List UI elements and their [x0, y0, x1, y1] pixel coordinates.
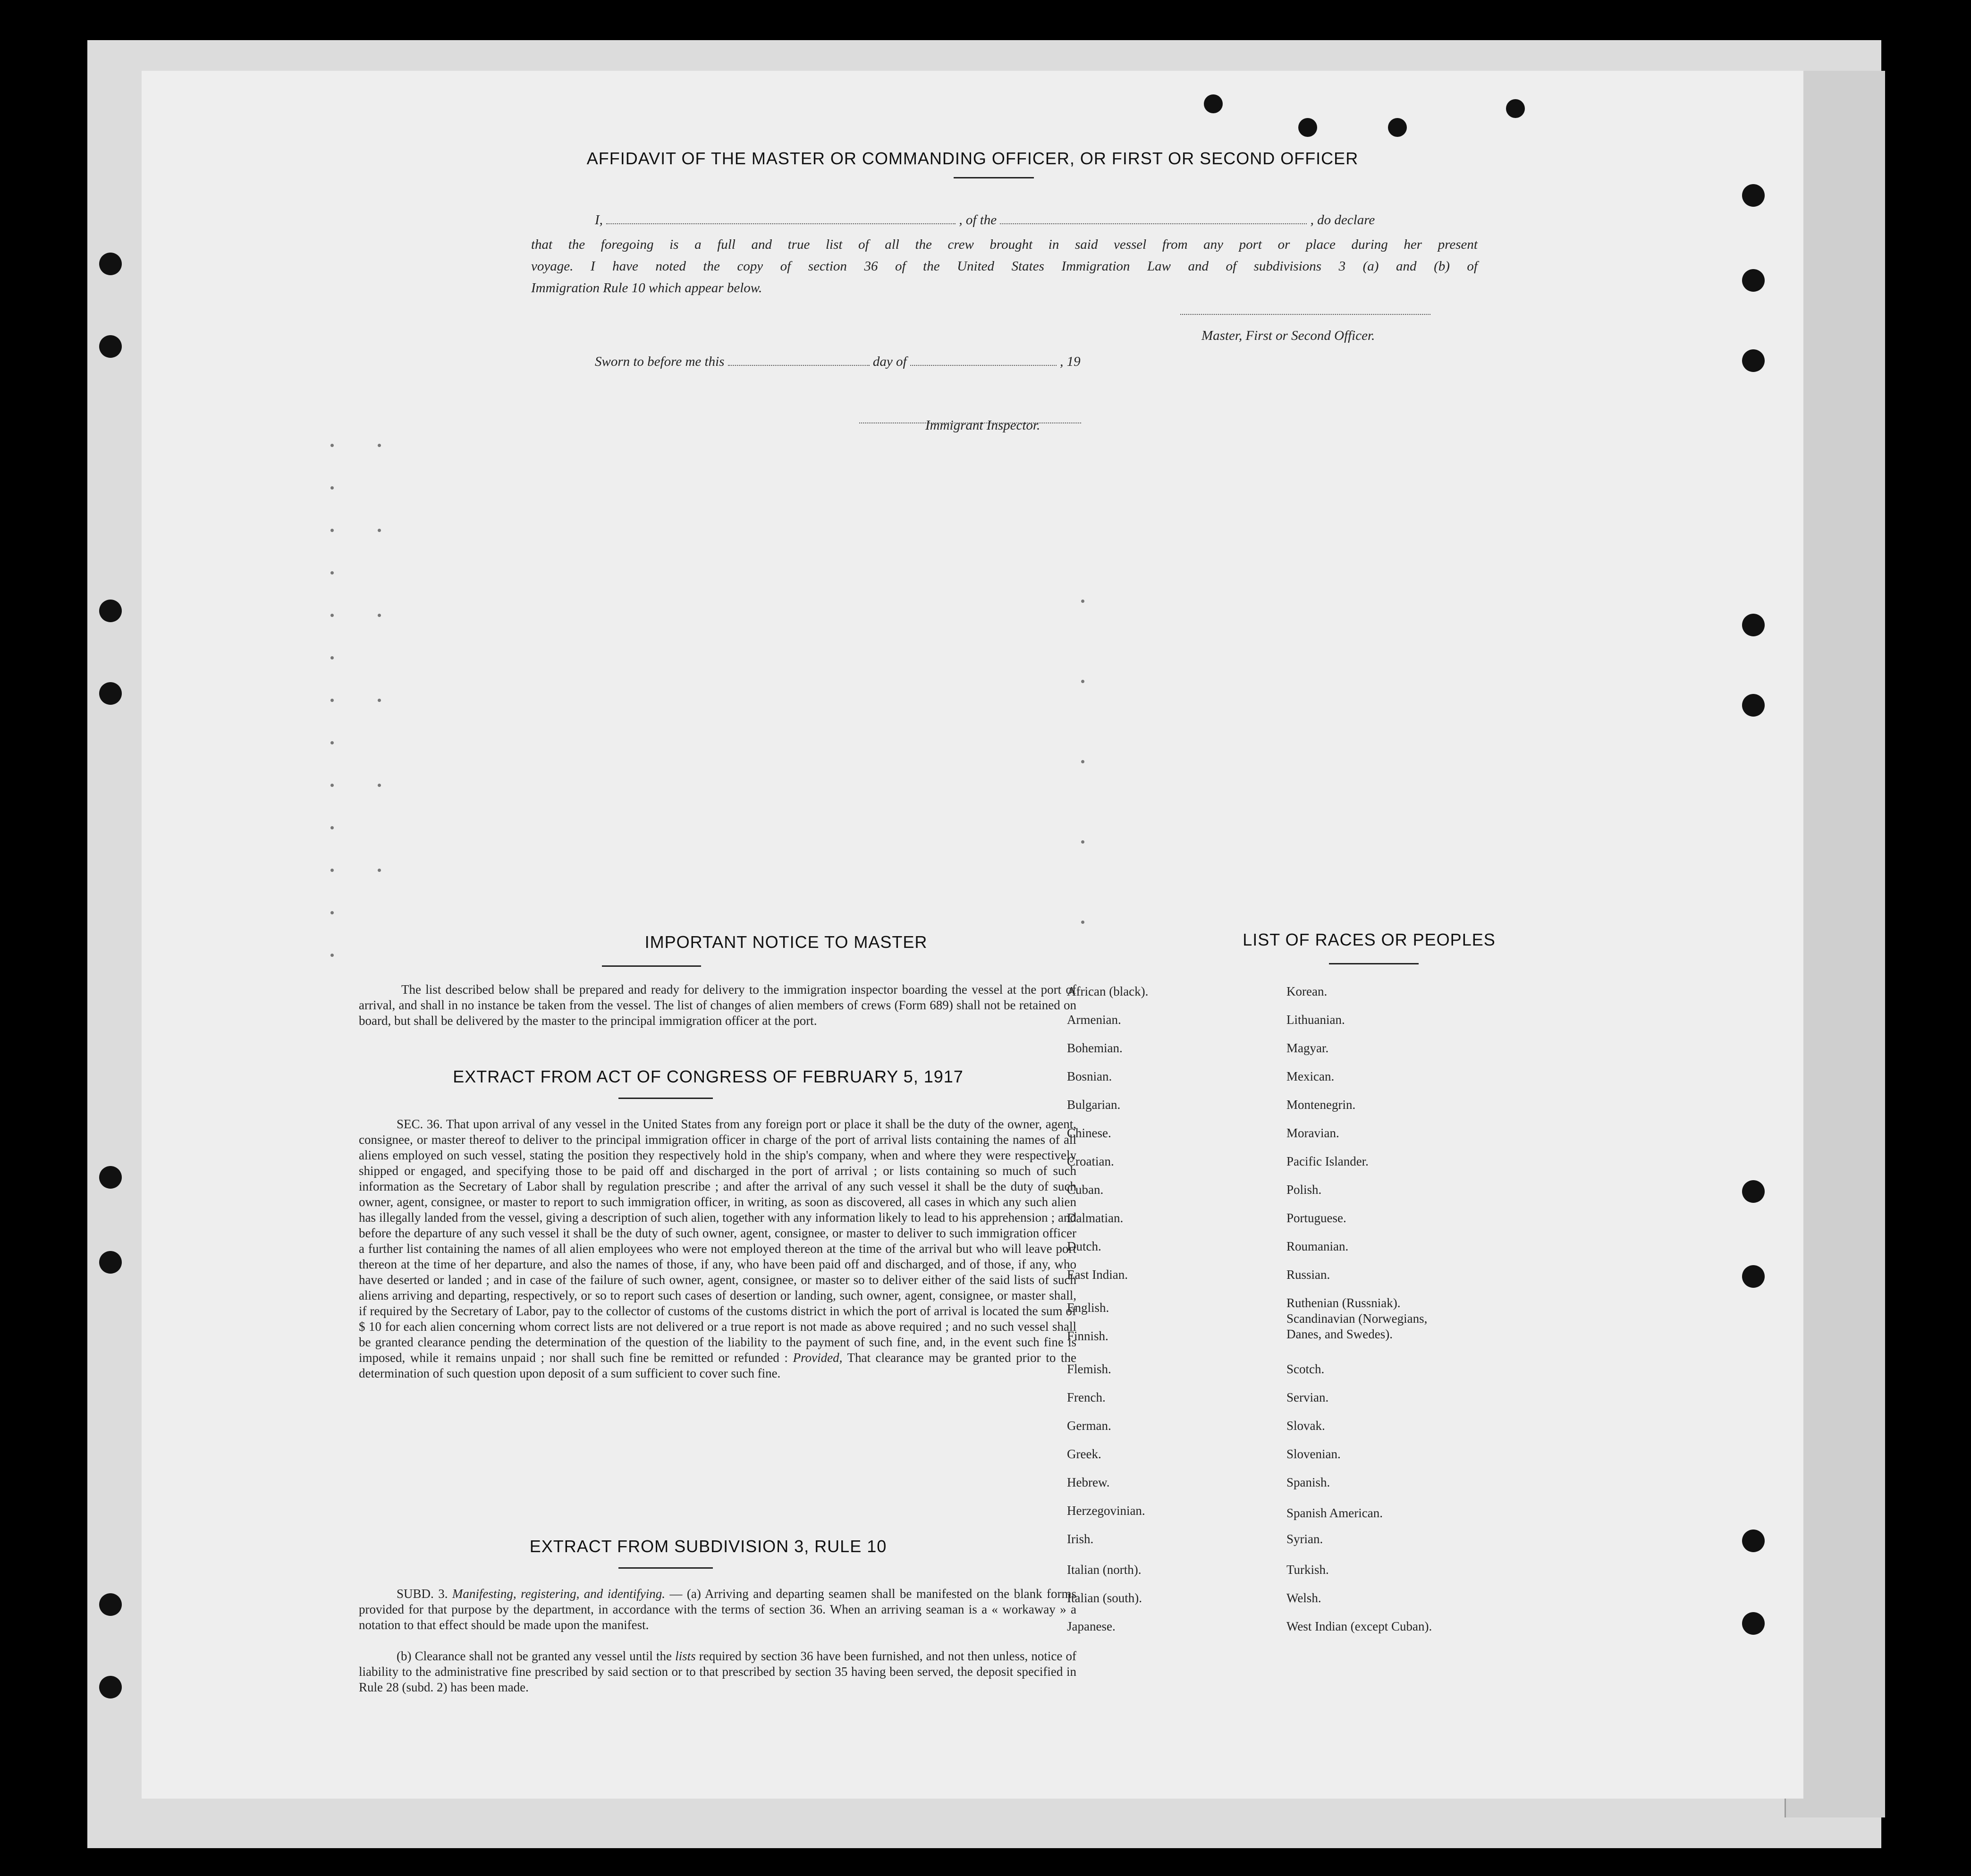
- punch-hole: [99, 682, 122, 705]
- subd-para-b-start: (b) Clearance shall not be granted any vessel until the: [397, 1649, 672, 1663]
- carbon-mark: [330, 741, 334, 744]
- inspector-label: Immigrant Inspector.: [925, 418, 1040, 433]
- race-item: Servian.: [1286, 1390, 1329, 1404]
- form-page: [142, 71, 1803, 1799]
- subd-para-a: — (a) Arriving and departing seamen shall be manifested on the blank forms provided for that purpose by the department, in accordance with the terms of section 36. When an arriving seaman is a « workaway » a notation to that effect should be made upon the manifest.: [359, 1587, 1077, 1632]
- carbon-mark: [330, 826, 334, 829]
- race-item: Italian (south).: [1067, 1591, 1142, 1605]
- of-the-label: , of the: [959, 212, 997, 228]
- race-item: Slovenian.: [1286, 1447, 1341, 1461]
- punch-hole: [99, 600, 122, 622]
- carbon-mark: [378, 699, 381, 702]
- race-item: Finnish.: [1067, 1329, 1108, 1343]
- punch-hole: [1298, 118, 1317, 137]
- carbon-mark: [1081, 600, 1084, 603]
- extract-rule-rule: [618, 1567, 713, 1569]
- affidavit-paragraph: [531, 234, 1478, 299]
- race-item: Bulgarian.: [1067, 1098, 1121, 1112]
- carbon-mark: [378, 784, 381, 787]
- punch-hole: [1742, 269, 1765, 292]
- race-item: Flemish.: [1067, 1362, 1111, 1376]
- notice-rule: [602, 965, 701, 967]
- races-rule: [1329, 963, 1419, 964]
- carbon-mark: [330, 571, 334, 575]
- declarant-i-label: I,: [595, 212, 603, 228]
- race-item: Montenegrin.: [1286, 1098, 1356, 1112]
- race-item: Korean.: [1286, 984, 1328, 998]
- carbon-mark: [330, 784, 334, 787]
- carbon-mark: [378, 614, 381, 617]
- extract-act-title: EXTRACT FROM ACT OF CONGRESS OF FEBRUARY 5, 1917: [453, 1067, 964, 1086]
- extract-rule-title: EXTRACT FROM SUBDIVISION 3, RULE 10: [529, 1537, 887, 1556]
- subd-3-para-a: [359, 1586, 1076, 1633]
- punch-hole: [99, 335, 122, 358]
- race-item: Scandinavian (Norwegians,: [1286, 1311, 1428, 1326]
- race-item: Croatian.: [1067, 1154, 1114, 1168]
- punch-hole: [1204, 94, 1223, 113]
- affidavit-line-3: Immigration Rule 10 which appear below.: [531, 280, 762, 296]
- notice-title: IMPORTANT NOTICE TO MASTER: [644, 932, 928, 952]
- race-item: Mexican.: [1286, 1069, 1335, 1083]
- race-item: Slovak.: [1286, 1419, 1325, 1433]
- race-item: Spanish American.: [1286, 1506, 1383, 1520]
- carbon-mark: [378, 529, 381, 532]
- declarant-name-field[interactable]: [606, 223, 956, 224]
- affidavit-line-2: voyage. I have noted the copy of section 36 of the United States Immigration Law and of subdivisions 3 (a) and (b) of: [531, 259, 1478, 274]
- race-item: Magyar.: [1286, 1041, 1329, 1055]
- punch-hole: [1742, 184, 1765, 207]
- carbon-mark: [330, 954, 334, 957]
- race-item: Greek.: [1067, 1447, 1101, 1461]
- carbon-mark: [330, 656, 334, 659]
- affidavit-line-1: that the foregoing is a full and true list of all the crew brought in said vessel from any port or place during her present: [531, 237, 1478, 252]
- race-item: Armenian.: [1067, 1013, 1121, 1027]
- do-declare-label: , do declare: [1310, 212, 1375, 228]
- race-item: Turkish.: [1286, 1563, 1329, 1577]
- race-item: Polish.: [1286, 1183, 1322, 1197]
- race-item: Russian.: [1286, 1268, 1330, 1282]
- races-title: LIST OF RACES OR PEOPLES: [1243, 930, 1496, 949]
- race-item: Italian (north).: [1067, 1563, 1142, 1577]
- subd-para-b-end: required by section 36 have been furnished, and not then unless, notice of liability to the administrative fine prescribed by said section or to that prescribed by section 35 having been served, the deposit specified in Rule 28 (subd. 2) has been made.: [359, 1649, 1076, 1694]
- section-36-label: SEC. 36.: [397, 1117, 443, 1131]
- subd-title: Manifesting, registering, and identifying.: [452, 1587, 665, 1601]
- punch-hole: [1742, 1265, 1765, 1288]
- punch-hole: [1742, 349, 1765, 372]
- vessel-name-field[interactable]: [1000, 223, 1307, 224]
- race-item: Cuban.: [1067, 1183, 1104, 1197]
- carbon-mark: [378, 444, 381, 447]
- carbon-mark: [330, 486, 334, 490]
- race-item: East Indian.: [1067, 1268, 1128, 1282]
- race-item: Dutch.: [1067, 1239, 1101, 1253]
- subd-3-para-b: [359, 1648, 1076, 1695]
- carbon-mark: [1081, 921, 1084, 924]
- race-item: Welsh.: [1286, 1591, 1321, 1605]
- race-item: Scotch.: [1286, 1362, 1325, 1376]
- punch-hole: [99, 1593, 122, 1616]
- race-item: Bohemian.: [1067, 1041, 1123, 1055]
- race-item: Dalmatian.: [1067, 1211, 1124, 1225]
- carbon-mark: [330, 444, 334, 447]
- punch-hole: [1742, 694, 1765, 717]
- race-item: Roumanian.: [1286, 1239, 1349, 1253]
- race-item: Chinese.: [1067, 1126, 1111, 1140]
- race-item: Pacific Islander.: [1286, 1154, 1369, 1168]
- carbon-mark: [330, 911, 334, 914]
- race-item: Hebrew.: [1067, 1475, 1110, 1489]
- sworn-line: [595, 354, 1081, 370]
- punch-hole: [1742, 614, 1765, 636]
- declarant-line: [595, 212, 1478, 228]
- punch-hole: [1506, 99, 1525, 118]
- subd-label: SUBD. 3.: [397, 1587, 448, 1601]
- punch-hole: [99, 1676, 122, 1699]
- carbon-mark: [1081, 680, 1084, 683]
- race-item: Danes, and Swedes).: [1286, 1327, 1393, 1341]
- race-item: African (black).: [1067, 984, 1149, 998]
- notice-text: The list described below shall be prepared and ready for delivery to the immigration inspector boarding the vessel at the port of arrival, and shall in no instance be taken from the vessel. The list of changes of alien members of crews (Form 689) shall not be retained on board, but shall be delivered by the master to the principal immigration officer at the port.: [359, 982, 1076, 1028]
- affidavit-title: AFFIDAVIT OF THE MASTER OR COMMANDING OFFICER, OR FIRST OR SECOND OFFICER: [586, 149, 1359, 168]
- sworn-label: Sworn to before me this: [595, 354, 725, 369]
- carbon-mark: [330, 699, 334, 702]
- day-of-label: day of: [872, 354, 907, 369]
- race-item: German.: [1067, 1419, 1111, 1433]
- year-label: , 19: [1060, 354, 1081, 369]
- provided-label: Provided,: [793, 1351, 843, 1365]
- race-item: Irish.: [1067, 1532, 1094, 1546]
- section-36-end: That clearance may be granted prior to the determination of such question upon deposit of a sum sufficient to cover such fine.: [359, 1351, 1076, 1380]
- extract-act-rule: [618, 1098, 713, 1099]
- race-item: Bosnian.: [1067, 1069, 1112, 1083]
- punch-hole: [1742, 1530, 1765, 1552]
- race-item: Herzegovinian.: [1067, 1504, 1145, 1518]
- sworn-month-field[interactable]: [910, 365, 1057, 366]
- race-item: Moravian.: [1286, 1126, 1339, 1140]
- punch-hole: [1742, 1180, 1765, 1203]
- race-item: Portuguese.: [1286, 1211, 1346, 1225]
- punch-hole: [1742, 1612, 1765, 1635]
- carbon-mark: [330, 614, 334, 617]
- subd-para-b-lists: lists: [675, 1649, 696, 1663]
- punch-hole: [99, 253, 122, 275]
- section-36-text: [359, 1116, 1076, 1381]
- race-item: Ruthenian (Russniak).: [1286, 1296, 1401, 1310]
- title-rule: [954, 177, 1034, 178]
- race-item: Lithuanian.: [1286, 1013, 1345, 1027]
- carbon-mark: [330, 529, 334, 532]
- race-item: English.: [1067, 1301, 1109, 1315]
- punch-hole: [99, 1251, 122, 1274]
- sworn-day-field[interactable]: [728, 365, 870, 366]
- carbon-mark: [378, 869, 381, 872]
- race-item: West Indian (except Cuban).: [1286, 1619, 1432, 1633]
- race-item: French.: [1067, 1390, 1106, 1404]
- race-item: Syrian.: [1286, 1532, 1323, 1546]
- race-item: Japanese.: [1067, 1619, 1116, 1633]
- master-signature-field[interactable]: [1180, 314, 1430, 315]
- section-36-body: That upon arrival of any vessel in the United States from any foreign port or place it shall be the duty of the owner, agent, consignee, or master thereof to deliver to the principal immigration officer in charge of the port of arrival lists containing the names of all aliens employed on such vessel, stating the position they respectively hold in the ship's company, when and where they were respectively shipped or engaged, and specifying those to be paid off and discharged in the port of arrival ; or lists containing so much of such information as the Secretary of Labor shall by regulation prescribe ; and after the arrival of any such vessel it shall be the duty of such owner, agent, consignee, or master to report to such immigration officer, in writing, as soon as discovered, all cases in which any such alien has illegally landed from the vessel, giving a description of such alien, together with any information likely to lead to his apprehension ; and before the departure of any such vessel it shall be the duty of such owner, agent, consignee, or master to deliver to such immigration officer a further list containing the names of all alien employees who were not employed thereon at the time of the arrival but who will leave port thereon at the time of her departure, and also the names of those, if any, who have been paid off and discharged, and of those, if any, who have deserted or landed ; and in case of the failure of such owner, agent, consignee, or master so to deliver either of the said lists of such aliens arriving and departing, respectively, or so to report such cases of desertion or landing, such owner, agent, consignee, or master shall, if required by the Secretary of Labor, pay to the collector of customs of the customs district in which the port of arrival is located the sum of $ 10 for each alien concerning whom correct lists are not delivered or a true report is not made as above required ; and no such vessel shall be granted clearance pending the determination of the question of the liability to the payment of such fine, and, in the event such fine is imposed, while it remains unpaid ; nor shall such fine be remitted or refunded :: [359, 1117, 1076, 1365]
- punch-hole: [99, 1166, 122, 1189]
- punch-hole: [1388, 118, 1407, 137]
- master-signature-label: Master, First or Second Officer.: [1201, 328, 1375, 343]
- carbon-mark: [1081, 760, 1084, 763]
- carbon-mark: [330, 869, 334, 872]
- race-item: Spanish.: [1286, 1475, 1330, 1489]
- carbon-mark: [1081, 840, 1084, 844]
